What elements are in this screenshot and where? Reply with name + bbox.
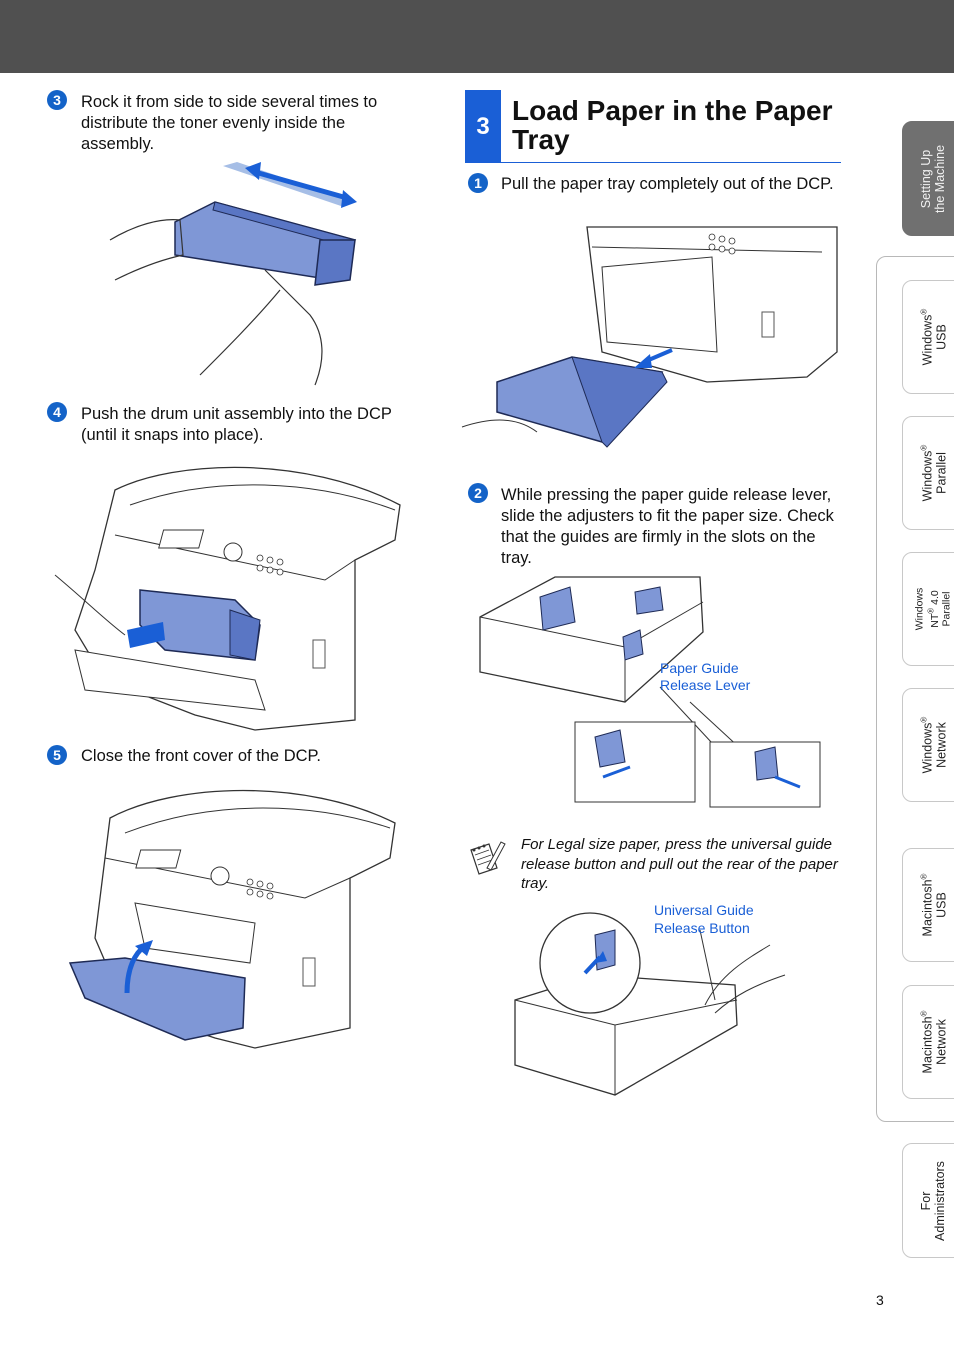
front-cover-illustration	[65, 778, 405, 1053]
header-bar	[0, 0, 954, 73]
step-text: While pressing the paper guide release lever, slide the adjusters to fit the paper size. Check that the guides are firmly in the slots on the tray.	[501, 486, 834, 567]
step-text: Push the drum unit assembly into the DCP (until it snaps into place).	[81, 405, 392, 444]
pull-tray-illustration	[462, 222, 840, 462]
step-text: Pull the paper tray completely out of the DCP.	[501, 175, 834, 193]
note-text: For Legal size paper, press the universal guide release button and pull out the rear of the paper tray.	[521, 836, 838, 892]
step-bullet: 3	[47, 90, 67, 110]
caption-line: Universal Guide	[654, 902, 754, 918]
caption-line: Paper Guide	[660, 660, 739, 676]
tab-setting-up[interactable]	[902, 121, 954, 236]
page-number: 3	[876, 1292, 884, 1308]
caption-line: Release Button	[654, 920, 750, 936]
tab-windows-network[interactable]	[902, 688, 954, 802]
tab-macintosh-usb[interactable]	[902, 848, 954, 962]
step-bullet: 1	[468, 173, 488, 193]
step-text: Close the front cover of the DCP.	[81, 747, 321, 765]
step-bullet: 2	[468, 483, 488, 503]
tab-label: Windows® USB	[919, 308, 949, 366]
toner-rocking-illustration	[105, 160, 365, 390]
section-title: Load Paper in the Paper Tray	[512, 95, 833, 155]
caption-line: Release Lever	[660, 677, 751, 693]
tab-label: Macintosh® USB	[919, 873, 949, 937]
tab-for-administrators[interactable]	[902, 1143, 954, 1258]
paper-guide-illustration	[475, 572, 835, 817]
tab-macintosh-network[interactable]	[902, 985, 954, 1099]
step-bullet: 4	[47, 402, 67, 422]
step-text: Rock it from side to side several times to distribute the toner evenly inside the assembly.	[81, 93, 378, 153]
tab-windows-parallel[interactable]	[902, 416, 954, 530]
tab-label: Windows® Parallel	[919, 444, 949, 502]
drum-insert-illustration	[55, 450, 415, 735]
tab-windows-usb[interactable]	[902, 280, 954, 394]
tab-label: Windows® Network	[919, 716, 949, 774]
step-bullet: 5	[47, 745, 67, 765]
tab-label: Windows NT® 4.0 Parallel	[913, 587, 952, 631]
section-number: 3	[465, 90, 501, 163]
tab-label: Macintosh® Network	[919, 1010, 949, 1074]
tab-label: Setting Up the Machine	[919, 144, 947, 213]
note-pad-icon	[467, 838, 507, 880]
tab-windows-nt-parallel[interactable]	[902, 552, 954, 666]
section-rule	[465, 162, 841, 163]
tab-label: For Administrators	[919, 1160, 947, 1241]
